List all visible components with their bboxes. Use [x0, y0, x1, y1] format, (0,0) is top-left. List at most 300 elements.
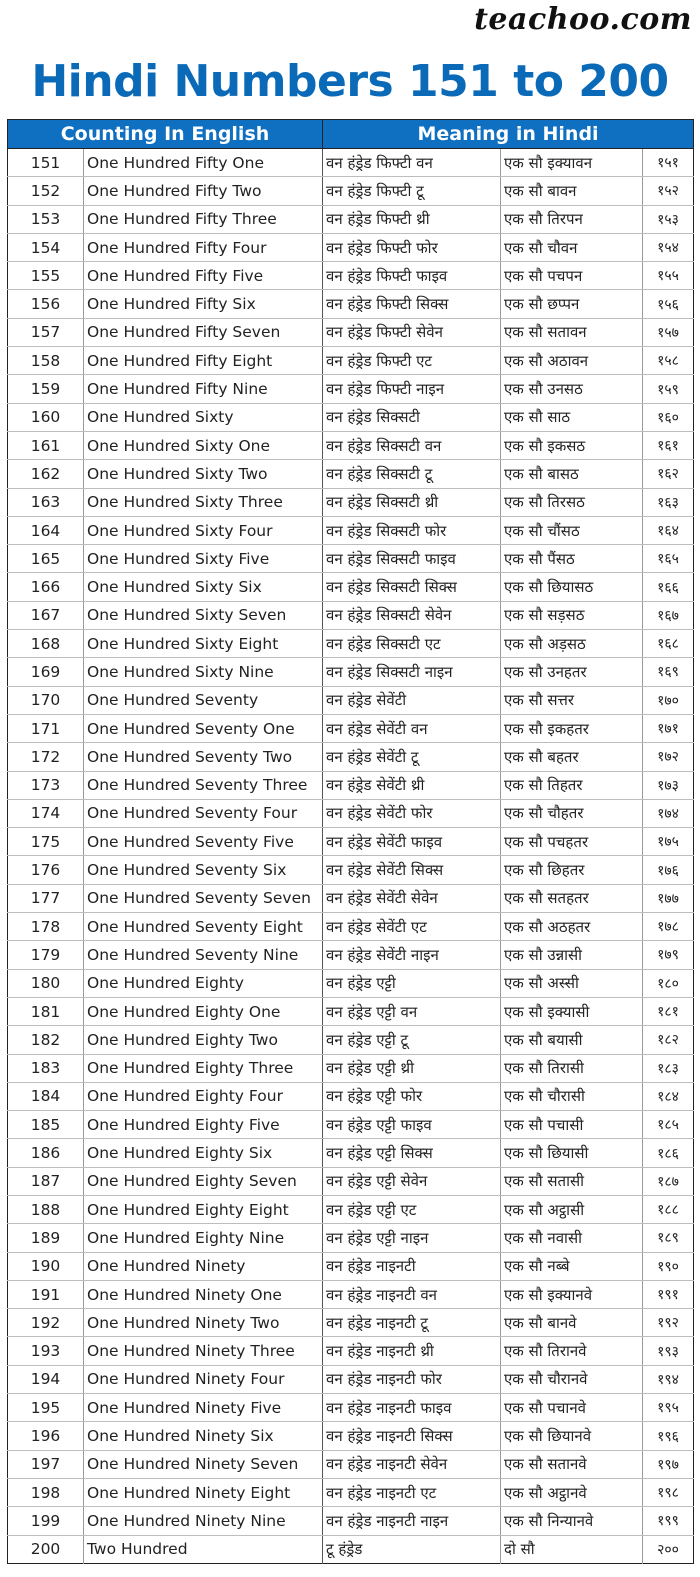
cell-number: 171 [8, 714, 84, 742]
cell-hindi-words: एक सौ बहतर [501, 743, 643, 771]
table-row [8, 403, 694, 431]
cell-number: 179 [8, 941, 84, 969]
cell-hindi-words: एक सौ सतहतर [501, 884, 643, 912]
cell-transliteration: वन हंड्रेड सिक्सटी फोर [323, 516, 501, 544]
cell-transliteration: वन हंड्रेड सिक्सटी थ्री [323, 488, 501, 516]
cell-number: 157 [8, 318, 84, 346]
cell-english-words: One Hundred Seventy Two [84, 743, 323, 771]
cell-hindi-words: एक सौ चौवन [501, 233, 643, 261]
table-row [8, 573, 694, 601]
cell-number: 197 [8, 1450, 84, 1478]
cell-transliteration: वन हंड्रेड फिफ्टी फोर [323, 233, 501, 261]
cell-number: 162 [8, 460, 84, 488]
cell-number: 199 [8, 1507, 84, 1535]
cell-english-words: One Hundred Seventy Six [84, 856, 323, 884]
cell-transliteration: वन हंड्रेड नाइनटी सिक्स [323, 1422, 501, 1450]
cell-english-words: One Hundred Sixty One [84, 431, 323, 459]
cell-devanagari-numeral: १९७ [643, 1450, 694, 1478]
cell-number: 191 [8, 1280, 84, 1308]
cell-number: 189 [8, 1224, 84, 1252]
cell-hindi-words: एक सौ उन्नासी [501, 941, 643, 969]
table-row [8, 969, 694, 997]
cell-english-words: One Hundred Seventy Seven [84, 884, 323, 912]
table-row [8, 516, 694, 544]
cell-number: 188 [8, 1195, 84, 1223]
header-counting-english: Counting In English [8, 120, 323, 149]
cell-english-words: One Hundred Sixty Four [84, 516, 323, 544]
cell-english-words: One Hundred Fifty Four [84, 233, 323, 261]
table-row [8, 1139, 694, 1167]
cell-number: 161 [8, 431, 84, 459]
table-row [8, 262, 694, 290]
cell-transliteration: वन हंड्रेड सिक्सटी एट [323, 630, 501, 658]
cell-devanagari-numeral: १६६ [643, 573, 694, 601]
cell-english-words: One Hundred Seventy Five [84, 828, 323, 856]
cell-english-words: One Hundred Eighty Seven [84, 1167, 323, 1195]
cell-devanagari-numeral: १९८ [643, 1478, 694, 1506]
cell-transliteration: वन हंड्रेड फिफ्टी वन [323, 149, 501, 177]
cell-devanagari-numeral: १९१ [643, 1280, 694, 1308]
cell-number: 156 [8, 290, 84, 318]
cell-hindi-words: एक सौ उनहतर [501, 658, 643, 686]
cell-transliteration: वन हंड्रेड सिक्सटी फाइव [323, 545, 501, 573]
cell-transliteration: वन हंड्रेड एट्टी टू [323, 1026, 501, 1054]
cell-number: 169 [8, 658, 84, 686]
table-row [8, 941, 694, 969]
cell-devanagari-numeral: १५१ [643, 149, 694, 177]
cell-english-words: One Hundred Eighty [84, 969, 323, 997]
table-row [8, 1478, 694, 1506]
cell-english-words: One Hundred Fifty Three [84, 205, 323, 233]
table-row [8, 205, 694, 233]
cell-english-words: One Hundred Sixty Six [84, 573, 323, 601]
cell-devanagari-numeral: १९२ [643, 1309, 694, 1337]
cell-english-words: One Hundred Seventy Eight [84, 913, 323, 941]
cell-number: 168 [8, 630, 84, 658]
cell-devanagari-numeral: १६४ [643, 516, 694, 544]
cell-number: 152 [8, 177, 84, 205]
cell-devanagari-numeral: १५६ [643, 290, 694, 318]
cell-hindi-words: एक सौ नवासी [501, 1224, 643, 1252]
cell-number: 182 [8, 1026, 84, 1054]
cell-english-words: One Hundred Ninety Nine [84, 1507, 323, 1535]
cell-devanagari-numeral: २०० [657, 1541, 679, 1558]
cell-hindi-words: एक सौ पचपन [501, 262, 643, 290]
cell-english-words: One Hundred Seventy [84, 686, 323, 714]
cell-devanagari-numeral: १८८ [643, 1195, 694, 1223]
table-row [8, 1394, 694, 1422]
cell-transliteration: वन हंड्रेड एट्टी थ्री [323, 1054, 501, 1082]
cell-hindi-words: एक सौ अड़सठ [501, 630, 643, 658]
cell-transliteration: वन हंड्रेड एट्टी वन [323, 997, 501, 1025]
cell-hindi-words: एक सौ छियासठ [501, 573, 643, 601]
cell-transliteration: वन हंड्रेड एट्टी [323, 969, 501, 997]
table-row [8, 686, 694, 714]
cell-number: 190 [8, 1252, 84, 1280]
table-row [8, 771, 694, 799]
cell-transliteration: वन हंड्रेड नाइनटी थ्री [323, 1337, 501, 1365]
cell-hindi-words: एक सौ तिहतर [501, 771, 643, 799]
cell-number: 183 [8, 1054, 84, 1082]
cell-english-words: One Hundred Eighty Five [84, 1111, 323, 1139]
cell-devanagari-numeral: १६३ [643, 488, 694, 516]
cell-english-words: One Hundred Eighty Six [84, 1139, 323, 1167]
cell-english-words: One Hundred Sixty Seven [84, 601, 323, 629]
cell-transliteration: वन हंड्रेड सिक्सटी वन [323, 431, 501, 459]
cell-number: 186 [8, 1139, 84, 1167]
cell-devanagari-numeral: १९० [643, 1252, 694, 1280]
table-row [8, 743, 694, 771]
cell-hindi-words: एक सौ पैंसठ [501, 545, 643, 573]
cell-transliteration: वन हंड्रेड फिफ्टी थ्री [323, 205, 501, 233]
cell-hindi-words: एक सौ इकहतर [501, 714, 643, 742]
cell-number: 192 [8, 1309, 84, 1337]
cell-devanagari-numeral: १९३ [643, 1337, 694, 1365]
cell-hindi-words: एक सौ तिरपन [501, 205, 643, 233]
cell-english-words: One Hundred Eighty Four [84, 1082, 323, 1110]
cell-devanagari-numeral: १७३ [643, 771, 694, 799]
cell-english-words: One Hundred Sixty Eight [84, 630, 323, 658]
cell-english-words: One Hundred Sixty Nine [84, 658, 323, 686]
cell-transliteration: वन हंड्रेड सेवेंटी थ्री [323, 771, 501, 799]
table-row [8, 1054, 694, 1082]
cell-number: 172 [8, 743, 84, 771]
cell-devanagari-numeral: १७९ [643, 941, 694, 969]
cell-hindi-words: एक सौ साठ [501, 403, 643, 431]
cell-devanagari-numeral: १५९ [643, 375, 694, 403]
cell-devanagari-numeral: १६१ [643, 431, 694, 459]
cell-english-words: One Hundred Ninety Five [84, 1394, 323, 1422]
cell-english-words: One Hundred Seventy Nine [84, 941, 323, 969]
table-row [8, 233, 694, 261]
cell-transliteration: वन हंड्रेड नाइनटी [323, 1252, 501, 1280]
cell-hindi-words: एक सौ पचासी [501, 1111, 643, 1139]
cell-number: 185 [8, 1111, 84, 1139]
cell-english-words: One Hundred Eighty One [84, 997, 323, 1025]
cell-number: 193 [8, 1337, 84, 1365]
cell-devanagari-numeral: १५२ [643, 177, 694, 205]
cell-english-words: One Hundred Eighty Two [84, 1026, 323, 1054]
cell-hindi-words: एक सौ पचहतर [501, 828, 643, 856]
cell-english-words: One Hundred Eighty Nine [84, 1224, 323, 1252]
table-row [8, 1450, 694, 1478]
cell-english-words: One Hundred Seventy Four [84, 799, 323, 827]
cell-transliteration: वन हंड्रेड नाइनटी फोर [323, 1365, 501, 1393]
cell-devanagari-numeral: १६० [643, 403, 694, 431]
table-row [8, 997, 694, 1025]
cell-devanagari-numeral: १८३ [643, 1054, 694, 1082]
cell-number: 174 [8, 799, 84, 827]
cell-hindi-words: एक सौ अट्ठासी [501, 1195, 643, 1223]
cell-hindi-words: एक सौ बानवे [501, 1309, 643, 1337]
table-row [8, 1365, 694, 1393]
cell-english-words: One Hundred Ninety Eight [84, 1478, 323, 1506]
cell-english-words: One Hundred Ninety Seven [84, 1450, 323, 1478]
cell-devanagari-numeral: १६८ [643, 630, 694, 658]
table-row [8, 828, 694, 856]
cell-number: 177 [8, 884, 84, 912]
cell-english-words: One Hundred Ninety Four [84, 1365, 323, 1393]
table-row [8, 177, 694, 205]
cell-hindi-words: एक सौ चौरासी [501, 1082, 643, 1110]
cell-english-words: One Hundred Fifty Five [84, 262, 323, 290]
table-row [8, 488, 694, 516]
cell-hindi-words: एक सौ तिरासी [501, 1054, 643, 1082]
cell-hindi-words: एक सौ छप्पन [501, 290, 643, 318]
table-row [8, 1224, 694, 1252]
cell-devanagari-numeral: १६९ [643, 658, 694, 686]
table-row [8, 545, 694, 573]
cell-devanagari-numeral: १८६ [643, 1139, 694, 1167]
cell-english-words: One Hundred Fifty One [84, 149, 323, 177]
cell-hindi-words: एक सौ चौहतर [501, 799, 643, 827]
table-row [8, 1195, 694, 1223]
cell-transliteration: वन हंड्रेड सिक्सटी सेवेन [323, 601, 501, 629]
cell-transliteration: वन हंड्रेड सेवेंटी टू [323, 743, 501, 771]
table-row [8, 714, 694, 742]
table-row [8, 290, 694, 318]
table-row [8, 1337, 694, 1365]
cell-hindi-words: एक सौ तिरसठ [501, 488, 643, 516]
cell-number: 175 [8, 828, 84, 856]
cell-devanagari-numeral: १७१ [643, 714, 694, 742]
table-row [8, 658, 694, 686]
cell-devanagari-numeral: १५५ [643, 262, 694, 290]
cell-english-words: One Hundred Sixty Five [84, 545, 323, 573]
cell-hindi-words: एक सौ बासठ [501, 460, 643, 488]
cell-transliteration: वन हंड्रेड एट्टी फाइव [323, 1111, 501, 1139]
cell-english-words: One Hundred Seventy Three [84, 771, 323, 799]
cell-devanagari-numeral: १५३ [643, 205, 694, 233]
cell-number: 163 [8, 488, 84, 516]
cell-devanagari-numeral: १७४ [643, 799, 694, 827]
cell-hindi-words: एक सौ बयासी [501, 1026, 643, 1054]
cell-hindi-words: दो सौ [501, 1535, 643, 1563]
table-row [8, 460, 694, 488]
cell-transliteration: वन हंड्रेड नाइनटी फाइव [323, 1394, 501, 1422]
cell-devanagari-numeral: १६७ [643, 601, 694, 629]
cell-transliteration: वन हंड्रेड नाइनटी सेवेन [323, 1450, 501, 1478]
cell-number: 180 [8, 969, 84, 997]
cell-devanagari-numeral: १८७ [643, 1167, 694, 1195]
table-row [8, 318, 694, 346]
cell-transliteration: वन हंड्रेड सेवेंटी वन [323, 714, 501, 742]
cell-hindi-words: एक सौ छिहतर [501, 856, 643, 884]
cell-transliteration: वन हंड्रेड सिक्सटी नाइन [323, 658, 501, 686]
cell-hindi-words: एक सौ छियानवे [501, 1422, 643, 1450]
cell-number: 153 [8, 205, 84, 233]
table-row [8, 1422, 694, 1450]
cell-english-words: One Hundred Sixty Two [84, 460, 323, 488]
cell-transliteration: वन हंड्रेड सेवेंटी [323, 686, 501, 714]
cell-number: 184 [8, 1082, 84, 1110]
table-row [8, 913, 694, 941]
table-header-row [8, 120, 694, 149]
cell-transliteration: वन हंड्रेड नाइनटी एट [323, 1478, 501, 1506]
table-row [8, 1111, 694, 1139]
cell-english-words: One Hundred Ninety [84, 1252, 323, 1280]
table-row [8, 1535, 694, 1563]
cell-transliteration: वन हंड्रेड फिफ्टी एट [323, 347, 501, 375]
cell-number: 173 [8, 771, 84, 799]
table-row [8, 1167, 694, 1195]
cell-transliteration: वन हंड्रेड एट्टी फोर [323, 1082, 501, 1110]
page-title: Hindi Numbers 151 to 200 [31, 56, 669, 107]
table-row [8, 1280, 694, 1308]
cell-devanagari-numeral: १९४ [643, 1365, 694, 1393]
cell-number: 198 [8, 1478, 84, 1506]
cell-hindi-words: एक सौ अट्ठानवे [501, 1478, 643, 1506]
cell-number: 196 [8, 1422, 84, 1450]
cell-hindi-words: एक सौ छियासी [501, 1139, 643, 1167]
cell-number: 181 [8, 997, 84, 1025]
cell-number: 154 [8, 233, 84, 261]
cell-english-words: One Hundred Eighty Three [84, 1054, 323, 1082]
cell-hindi-words: एक सौ अस्सी [501, 969, 643, 997]
cell-devanagari-numeral: १८० [643, 969, 694, 997]
table-row [8, 1309, 694, 1337]
cell-english-words: One Hundred Fifty Six [84, 290, 323, 318]
cell-hindi-words: एक सौ बावन [501, 177, 643, 205]
cell-hindi-words: एक सौ इक्यानवे [501, 1280, 643, 1308]
cell-devanagari-numeral: १७८ [643, 913, 694, 941]
table-row [8, 856, 694, 884]
cell-transliteration: वन हंड्रेड सेवेंटी फाइव [323, 828, 501, 856]
cell-number: 158 [8, 347, 84, 375]
cell-transliteration: वन हंड्रेड एट्टी सिक्स [323, 1139, 501, 1167]
cell-transliteration: वन हंड्रेड फिफ्टी नाइन [323, 375, 501, 403]
cell-transliteration: वन हंड्रेड एट्टी सेवेन [323, 1167, 501, 1195]
table-row [8, 149, 694, 177]
cell-hindi-words: एक सौ नब्बे [501, 1252, 643, 1280]
cell-devanagari-numeral: १९५ [643, 1394, 694, 1422]
table-row [8, 1026, 694, 1054]
cell-transliteration: वन हंड्रेड एट्टी एट [323, 1195, 501, 1223]
cell-english-words: One Hundred Seventy One [84, 714, 323, 742]
cell-number: 194 [8, 1365, 84, 1393]
cell-devanagari-numeral: १७२ [643, 743, 694, 771]
cell-transliteration: वन हंड्रेड फिफ्टी फाइव [323, 262, 501, 290]
cell-hindi-words: एक सौ सड़सठ [501, 601, 643, 629]
cell-transliteration: वन हंड्रेड सेवेंटी नाइन [323, 941, 501, 969]
cell-transliteration: वन हंड्रेड सेवेंटी सेवेन [323, 884, 501, 912]
cell-english-words: One Hundred Ninety Two [84, 1309, 323, 1337]
cell-transliteration: वन हंड्रेड सेवेंटी फोर [323, 799, 501, 827]
cell-number: 170 [8, 686, 84, 714]
cell-hindi-words: एक सौ चौरानवे [501, 1365, 643, 1393]
table-row [8, 799, 694, 827]
cell-devanagari-numeral: १७० [643, 686, 694, 714]
table-row [8, 601, 694, 629]
cell-devanagari-numeral: १६२ [643, 460, 694, 488]
cell-english-words: One Hundred Ninety One [84, 1280, 323, 1308]
cell-devanagari-numeral: १६५ [643, 545, 694, 573]
cell-transliteration: वन हंड्रेड सिक्सटी सिक्स [323, 573, 501, 601]
cell-devanagari-numeral: १८२ [643, 1026, 694, 1054]
numbers-table [7, 119, 694, 1564]
brand-logo: teachoo.com [474, 2, 692, 37]
table-body [8, 149, 694, 1564]
cell-hindi-words: एक सौ निन्यानवे [501, 1507, 643, 1535]
cell-hindi-words: एक सौ इक्यावन [501, 149, 643, 177]
cell-number: 167 [8, 601, 84, 629]
cell-hindi-words: एक सौ सतानवे [501, 1450, 643, 1478]
cell-number: 166 [8, 573, 84, 601]
cell-number: 195 [8, 1394, 84, 1422]
cell-english-words: One Hundred Eighty Eight [84, 1195, 323, 1223]
cell-hindi-words: एक सौ इकसठ [501, 431, 643, 459]
cell-hindi-words: एक सौ अठहतर [501, 913, 643, 941]
table-row [8, 1507, 694, 1535]
cell-english-words: One Hundred Fifty Eight [84, 347, 323, 375]
cell-devanagari-numeral: १७७ [643, 884, 694, 912]
cell-devanagari-numeral: १५८ [643, 347, 694, 375]
cell-english-words: One Hundred Ninety Three [84, 1337, 323, 1365]
table-row [8, 375, 694, 403]
cell-number: 159 [8, 375, 84, 403]
cell-hindi-words: एक सौ सतासी [501, 1167, 643, 1195]
cell-number: 164 [8, 516, 84, 544]
cell-english-words: One Hundred Sixty Three [84, 488, 323, 516]
cell-hindi-words: एक सौ सत्तर [501, 686, 643, 714]
cell-number: 151 [8, 149, 84, 177]
cell-devanagari-numeral: १८४ [643, 1082, 694, 1110]
cell-transliteration: वन हंड्रेड नाइनटी टू [323, 1309, 501, 1337]
cell-transliteration: वन हंड्रेड फिफ्टी टू [323, 177, 501, 205]
cell-transliteration: वन हंड्रेड सिक्सटी टू [323, 460, 501, 488]
cell-number: 155 [8, 262, 84, 290]
table-row [8, 630, 694, 658]
cell-transliteration: वन हंड्रेड फिफ्टी सेवेन [323, 318, 501, 346]
cell-english-words: One Hundred Ninety Six [84, 1422, 323, 1450]
cell-number: 160 [8, 403, 84, 431]
cell-hindi-words: एक सौ उनसठ [501, 375, 643, 403]
cell-number: 178 [8, 913, 84, 941]
table-row [8, 1082, 694, 1110]
cell-number: 165 [8, 545, 84, 573]
cell-devanagari-numeral: १८१ [643, 997, 694, 1025]
table-row [8, 347, 694, 375]
cell-transliteration: वन हंड्रेड सिक्सटी [323, 403, 501, 431]
cell-transliteration: टू हंड्रेड [323, 1535, 501, 1563]
cell-transliteration: वन हंड्रेड नाइनटी वन [323, 1280, 501, 1308]
cell-english-words: One Hundred Fifty Seven [84, 318, 323, 346]
cell-english-words: Two Hundred [84, 1535, 323, 1563]
cell-hindi-words: एक सौ तिरानवे [501, 1337, 643, 1365]
cell-hindi-words: एक सौ इक्यासी [501, 997, 643, 1025]
cell-transliteration: वन हंड्रेड सेवेंटी सिक्स [323, 856, 501, 884]
cell-number: 176 [8, 856, 84, 884]
cell-transliteration: वन हंड्रेड एट्टी नाइन [323, 1224, 501, 1252]
cell-english-words: One Hundred Fifty Nine [84, 375, 323, 403]
cell-devanagari-numeral: १८५ [643, 1111, 694, 1139]
cell-hindi-words: एक सौ सतावन [501, 318, 643, 346]
cell-hindi-words: एक सौ पचानवे [501, 1394, 643, 1422]
header-meaning-hindi: Meaning in Hindi [323, 120, 694, 149]
cell-hindi-words: एक सौ चौंसठ [501, 516, 643, 544]
cell-transliteration: वन हंड्रेड सेवेंटी एट [323, 913, 501, 941]
cell-transliteration: वन हंड्रेड नाइनटी नाइन [323, 1507, 501, 1535]
cell-devanagari-numeral: १५७ [643, 318, 694, 346]
cell-english-words: One Hundred Sixty [84, 403, 323, 431]
cell-devanagari-numeral: १८९ [643, 1224, 694, 1252]
table-row [8, 431, 694, 459]
cell-devanagari-numeral: १९९ [643, 1507, 694, 1535]
cell-number: 200 [8, 1535, 84, 1563]
cell-devanagari-numeral: १५४ [643, 233, 694, 261]
table-row [8, 1252, 694, 1280]
cell-devanagari-numeral: १९६ [643, 1422, 694, 1450]
